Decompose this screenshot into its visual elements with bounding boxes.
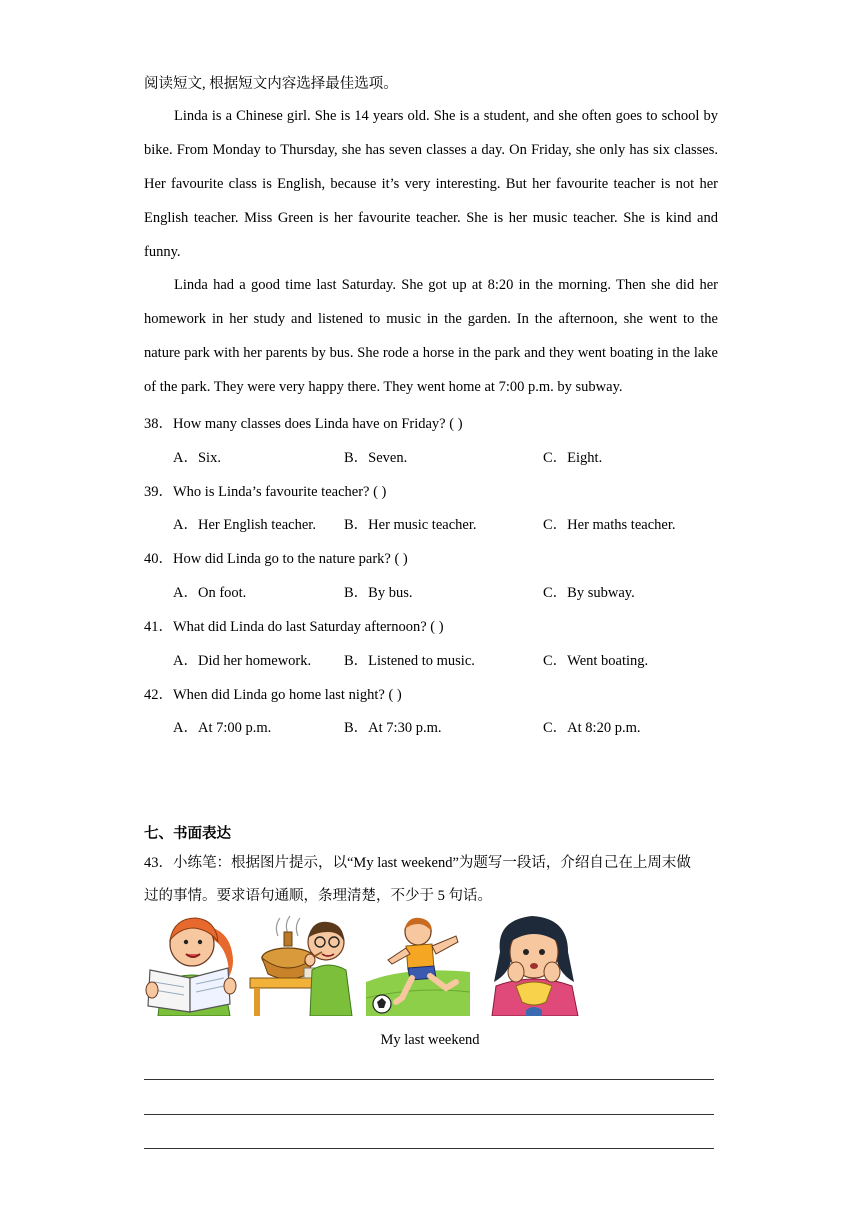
q41-option-c[interactable]: C．Went boating.: [543, 653, 649, 669]
question-42: 42．When did Linda go home last night? ( ): [144, 687, 402, 703]
picture-strip: [144, 912, 584, 1016]
reading-instruction: 阅读短文, 根据短文内容选择最佳选项。: [144, 76, 398, 92]
eating-hotpot-picture: [248, 912, 354, 1016]
writing-line-1[interactable]: [144, 1079, 714, 1080]
reading-book-picture: [144, 912, 238, 1016]
girl-cold-picture: [486, 912, 582, 1016]
q40-option-c[interactable]: C．By subway.: [543, 585, 635, 601]
q38-option-a[interactable]: A．Six.: [173, 450, 221, 466]
passage-paragraph-1: Linda is a Chinese girl. She is 14 years old. She is a student, and she often goes to school by bike. From Monday to Thursday, she has seven classes a day. On Friday, she only has six classes. Her favourite class is English, because it’s very interesting. But her favourite teacher is not her English teacher. Miss Green is her favourite teacher. She is her music teacher. She is kind and funny.: [144, 108, 718, 260]
question-41: 41．What did Linda do last Saturday afternoon? ( ): [144, 619, 444, 635]
q41-option-a[interactable]: A．Did her homework.: [173, 653, 312, 669]
q38-option-c[interactable]: C．Eight.: [543, 450, 603, 466]
q42-option-b[interactable]: B．At 7:30 p.m.: [344, 720, 442, 736]
q39-option-c[interactable]: C．Her maths teacher.: [543, 517, 676, 533]
question-40: 40．How did Linda go to the nature park? ( ): [144, 551, 408, 567]
q42-option-a[interactable]: A．At 7:00 p.m.: [173, 720, 272, 736]
q41-option-b[interactable]: B．Listened to music.: [344, 653, 475, 669]
writing-prompt-line-2: 过的事情。要求语句通顺，条理清楚，不少于 5 句话。: [144, 888, 492, 904]
question-38: 38．How many classes does Linda have on Friday? ( ): [144, 416, 463, 432]
passage-paragraph-2: Linda had a good time last Saturday. She got up at 8:20 in the morning. Then she did her homework in her study and listened to music in the garden. In the afternoon, she went to the nature park with her parents by bus. She rode a horse in the park and they went boating in the lake of the park. They were very happy there. They went home at 7:00 p.m. by subway.: [144, 277, 718, 395]
q40-option-b[interactable]: B．By bus.: [344, 585, 413, 601]
q39-option-b[interactable]: B．Her music teacher.: [344, 517, 477, 533]
writing-line-3[interactable]: [144, 1148, 714, 1149]
q42-option-c[interactable]: C．At 8:20 p.m.: [543, 720, 641, 736]
q40-option-a[interactable]: A．On foot.: [173, 585, 247, 601]
q38-option-b[interactable]: B．Seven.: [344, 450, 408, 466]
q39-option-a[interactable]: A．Her English teacher.: [173, 517, 316, 533]
section-title-writing: 七、书面表达: [144, 826, 231, 842]
essay-title: My last weekend: [380, 1032, 480, 1048]
writing-line-2[interactable]: [144, 1114, 714, 1115]
question-39: 39．Who is Linda’s favourite teacher? ( ): [144, 484, 387, 500]
writing-prompt-line-1: 43．小练笔：根据图片提示，以“My last weekend”为题写一段话，介绍自己在上周末做: [144, 855, 691, 871]
playing-football-picture: [366, 912, 470, 1016]
